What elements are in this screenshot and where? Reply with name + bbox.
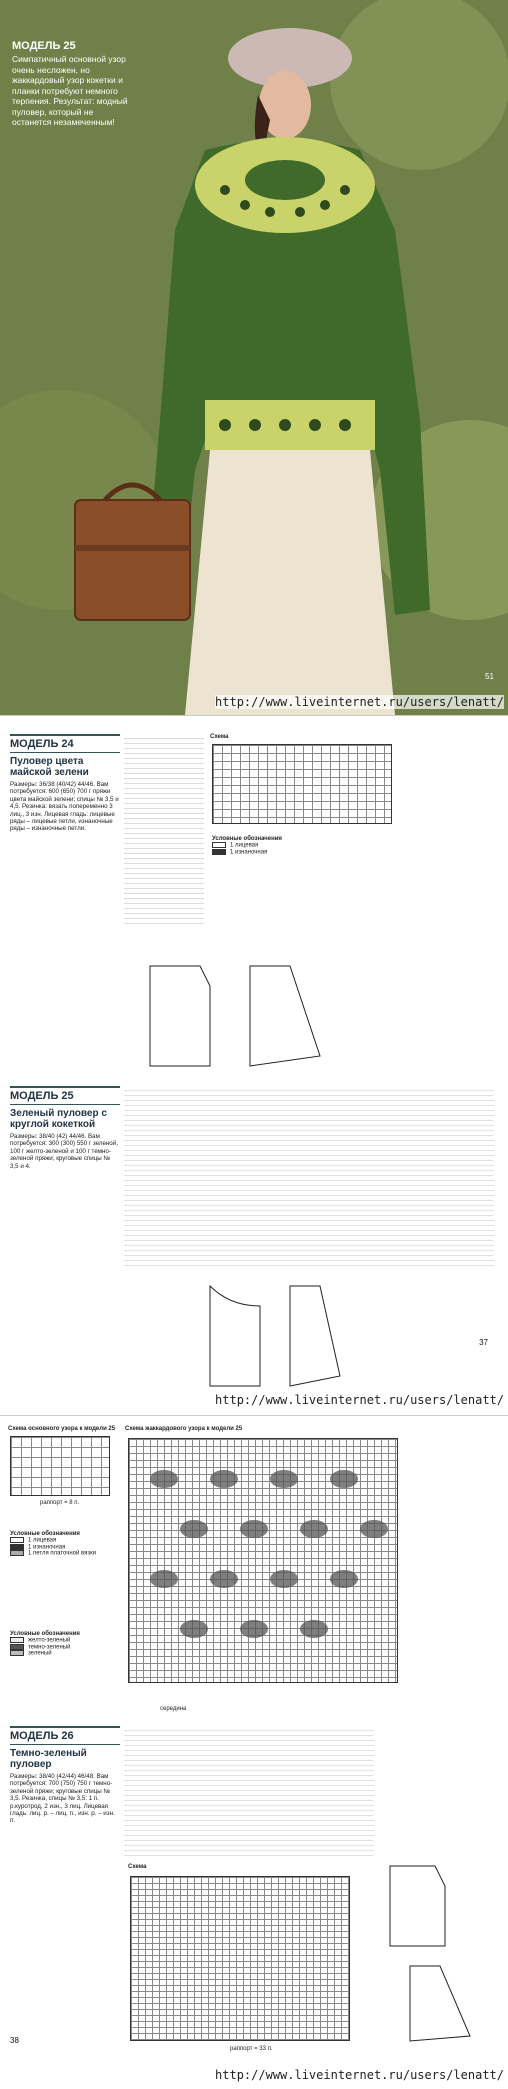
main-pattern-chart bbox=[10, 1436, 110, 1496]
color-yellow-green-icon bbox=[10, 1637, 24, 1643]
watermark-url[interactable]: http://www.liveinternet.ru/users/lenatt/ bbox=[215, 1393, 504, 1407]
model26-text: Размеры: 38/40 (42/44) 46/48. Вам потребуется: 700 (750) 750 г темно-зеленой пряжи; круговые спицы № 3,5. Резинка, спицы № 3,5: 1 п. р.куротрод, 2 изн., 3 лиц. Лицевая гладь: лиц. р. – лиц. п., изн. р. – изн. п. bbox=[10, 1773, 115, 1825]
model-title: МОДЕЛЬ 25 bbox=[12, 40, 76, 52]
legend-knit: 1 лицевая bbox=[28, 1537, 57, 1544]
legend-knit: 1 лицевая bbox=[230, 842, 259, 849]
model25-text: Размеры: 38/40 (42) 44/46. Вам потребуется: 300 (300) 550 г зеленой, 100 г желто-зеленой и 100 г темно-зеленой пряжи; круговые спицы № 3,5 и 4. bbox=[10, 1133, 118, 1170]
model25-subtitle: Зеленый пуловер с круглой кокеткой bbox=[10, 1108, 107, 1130]
purl-symbol-icon bbox=[212, 849, 226, 855]
model25-text-continued bbox=[124, 1086, 494, 1266]
model24-text: Размеры: 36/38 (40/42) 44/46. Вам потребуется: 600 (650) 700 г пряжи цвета майской зелени; спицы № 3,5 и 4,5. Резинка: вязать попеременно 3 лиц., 3 изн. Лицевая гладь: лицевые ряды – лицевые петли, изнаночные ряды – изнаночные петли. bbox=[10, 781, 119, 833]
watermark-url[interactable]: http://www.liveinternet.ru/users/lenatt/ bbox=[215, 695, 504, 709]
photo-caption bbox=[12, 40, 132, 128]
symbol-legend bbox=[10, 1531, 120, 1557]
rapport2-label: раппорт = 33 п. bbox=[230, 2046, 273, 2052]
model24-text-continued bbox=[124, 734, 204, 924]
model-description: Симпатичный основной узор очень несложен, но жаккардовый узор кокетки и планки потребуют немного терпения. Результат: модный пуловер, который не останется незамеченным! bbox=[12, 54, 128, 127]
middle-label: середина bbox=[160, 1706, 187, 1712]
instructions-page-38 bbox=[0, 1415, 508, 2089]
color-legend bbox=[10, 1631, 120, 1657]
color-dark-green: темно-зеленый bbox=[28, 1644, 71, 1651]
model26-text-continued bbox=[124, 1726, 374, 1856]
model24-title: МОДЕЛЬ 24 bbox=[10, 734, 120, 753]
chart2-title: Схема bbox=[128, 1864, 147, 1870]
pattern-schematic-24 bbox=[140, 956, 360, 1076]
color-green-icon bbox=[10, 1650, 24, 1656]
model26-subtitle: Темно-зеленый пуловер bbox=[10, 1748, 87, 1770]
jacquard-chart bbox=[128, 1438, 398, 1683]
color-dark-green-icon bbox=[10, 1644, 24, 1650]
page-number: 51 bbox=[485, 672, 494, 681]
chart-main-title: Схема основного узора к модели 25 bbox=[8, 1426, 116, 1432]
legend-title: Условные обозначения bbox=[212, 836, 282, 842]
legend-title: Условные обозначения bbox=[10, 1531, 80, 1537]
model26-title: МОДЕЛЬ 26 bbox=[10, 1726, 120, 1745]
color-yellow-green: желто-зеленый bbox=[28, 1637, 71, 1644]
chart-title: Схема bbox=[210, 734, 229, 740]
legend bbox=[212, 836, 322, 855]
color-green: зеленый bbox=[28, 1650, 52, 1657]
model25-title: МОДЕЛЬ 25 bbox=[10, 1086, 120, 1105]
knit-symbol-icon bbox=[212, 842, 226, 848]
model24-subtitle: Пуловер цвета майской зелени bbox=[10, 756, 89, 778]
garter-symbol-icon bbox=[10, 1550, 24, 1556]
pattern-chart bbox=[212, 744, 392, 824]
magazine-photo-page bbox=[0, 0, 508, 715]
legend-purl: 1 изнаночная bbox=[28, 1544, 66, 1551]
legend-garter: 1 петля платочной вязки bbox=[28, 1550, 97, 1557]
pattern-schematic-25 bbox=[200, 1276, 350, 1396]
pattern-schematic-26 bbox=[380, 1856, 490, 2046]
chart-jacquard-title: Схема жаккардового узора к модели 25 bbox=[125, 1426, 243, 1432]
jacquard-motifs bbox=[129, 1439, 399, 1684]
purl-symbol-icon bbox=[10, 1544, 24, 1550]
knit-symbol-icon bbox=[10, 1537, 24, 1543]
legend-purl: 1 изнаночная bbox=[230, 849, 268, 856]
page-number: 37 bbox=[479, 1338, 488, 1347]
color-legend-title: Условные обозначения bbox=[10, 1631, 80, 1637]
rapport-label: раппорт = 8 п. bbox=[40, 1500, 80, 1506]
model26-chart bbox=[130, 1876, 350, 2041]
page-number: 38 bbox=[10, 2036, 19, 2045]
watermark-url[interactable]: http://www.liveinternet.ru/users/lenatt/ bbox=[215, 2068, 504, 2082]
instructions-page-37 bbox=[0, 715, 508, 1415]
